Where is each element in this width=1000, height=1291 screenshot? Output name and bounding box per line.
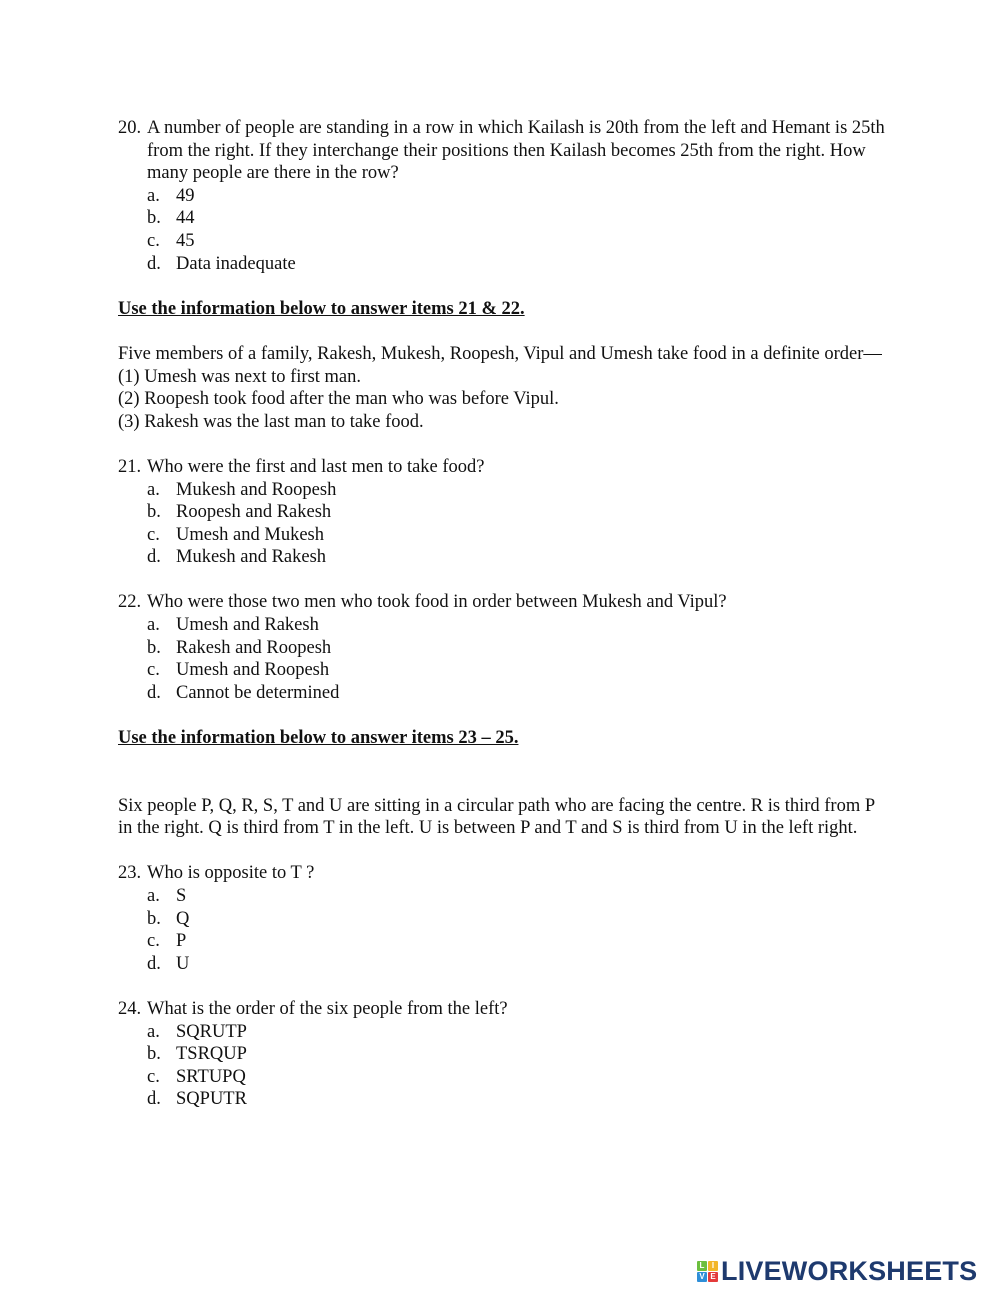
option-text: S [176,886,187,906]
options-list [118,885,888,975]
option-letter: b. [147,502,161,523]
spacer [118,320,888,343]
option-text: TSRQUP [176,1044,247,1065]
option-text: SQRUTP [176,1021,247,1042]
option-letter: b. [147,908,161,929]
question-text: What is the order of the six people from the left? [147,998,508,1019]
option-letter: c. [147,1066,160,1087]
option-b [118,501,888,524]
question-number: 21. [118,456,142,477]
logo-cell-i: I [708,1261,718,1271]
option-a [118,1021,888,1044]
option-letter: a. [147,185,160,206]
question-number: 24. [118,998,142,1019]
question-text: Who were the first and last men to take food? [147,456,485,477]
question-text: A number of people are standing in a row in which Kailash is 20th from the left and Hemant is 25th from the right. If they interchange their positions then Kailash becomes 25th from the right. How many people are there in the row? [147,118,885,184]
section-heading-21-22: Use the information below to answer items 21 & 22. [118,298,525,319]
spacer [118,704,888,727]
question-22 [118,591,888,704]
option-text: Umesh and Rakesh [176,615,319,636]
option-text: Mukesh and Rakesh [176,547,327,568]
spacer [118,750,888,795]
option-a [118,614,888,637]
option-c [118,930,888,953]
option-letter: d. [147,547,161,568]
option-text: Rakesh and Roopesh [176,637,332,658]
option-letter: d. [147,953,161,974]
option-letter: c. [147,230,160,251]
option-c [118,1066,888,1089]
option-d [118,1088,888,1111]
option-b [118,207,888,230]
liveworksheets-logo [697,1258,977,1285]
option-text: SQPUTR [176,1089,247,1110]
option-letter: a. [147,1021,160,1042]
worksheet-page [118,117,888,1111]
question-number: 20. [118,118,142,138]
option-text: Roopesh and Rakesh [176,502,332,523]
spacer [118,569,888,592]
question-number: 22. [118,592,142,613]
section-intro-21-22: Five members of a family, Rakesh, Mukesh, Roopesh, Vipul and Umesh take food in a definite order— [118,343,882,364]
section-intro-23-25: Six people P, Q, R, S, T and U are sitting in a circular path who are facing the centre. R is third from P in the right. Q is third from T in the left. U is between P and T and S is third from U in the left right. [118,795,875,839]
option-text: Umesh and Roopesh [176,660,330,681]
option-a [118,185,888,208]
logo-cell-e: E [708,1272,718,1282]
question-20 [118,117,888,275]
section-heading-23-25: Use the information below to answer items 23 – 25. [118,728,519,749]
option-b [118,908,888,931]
option-text: P [176,931,187,952]
option-letter: c. [147,524,160,545]
option-letter: a. [147,615,160,636]
logo-cell-l: L [697,1261,707,1271]
option-letter: a. [147,479,160,500]
spacer [118,275,888,298]
options-list [118,1021,888,1111]
question-text: Who were those two men who took food in order between Mukesh and Vipul? [147,592,727,613]
option-text: Data inadequate [176,253,296,274]
option-letter: a. [147,886,160,906]
option-text: Q [176,908,190,929]
option-text: U [176,953,190,974]
clue-2: (2) Roopesh took food after the man who was before Vipul. [118,389,559,410]
options-list [118,185,888,275]
option-d [118,953,888,976]
option-letter: b. [147,1044,161,1065]
option-text: Umesh and Mukesh [176,524,324,545]
logo-text: LIVEWORKSHEETS [721,1256,978,1286]
option-d [118,682,888,705]
question-23 [118,862,888,975]
question-number: 23. [118,863,142,884]
option-b [118,1043,888,1066]
options-list [118,479,888,569]
clue-1: (1) Umesh was next to first man. [118,366,362,387]
live-blocks-icon [697,1261,718,1282]
option-letter: d. [147,253,161,274]
option-c [118,230,888,253]
option-letter: d. [147,682,161,703]
option-d [118,253,888,276]
option-text: 44 [176,208,195,229]
option-d [118,546,888,569]
option-a [118,479,888,502]
spacer [118,840,888,863]
option-c [118,659,888,682]
question-text: Who is opposite to T ? [147,863,315,884]
clue-3: (3) Rakesh was the last man to take food. [118,411,424,432]
option-text: 45 [176,230,195,251]
option-letter: c. [147,931,160,952]
spacer [118,433,888,456]
question-24 [118,998,888,1111]
option-text: 49 [176,185,195,206]
option-letter: b. [147,637,161,658]
option-b [118,637,888,660]
spacer [118,975,888,998]
option-text: SRTUPQ [176,1066,246,1087]
question-21 [118,456,888,569]
option-letter: b. [147,208,161,229]
logo-cell-v: V [697,1272,707,1282]
option-a [118,885,888,908]
option-c [118,524,888,547]
option-letter: c. [147,660,160,681]
option-text: Mukesh and Roopesh [176,479,337,500]
option-text: Cannot be determined [176,682,340,703]
option-letter: d. [147,1089,161,1110]
options-list [118,614,888,704]
